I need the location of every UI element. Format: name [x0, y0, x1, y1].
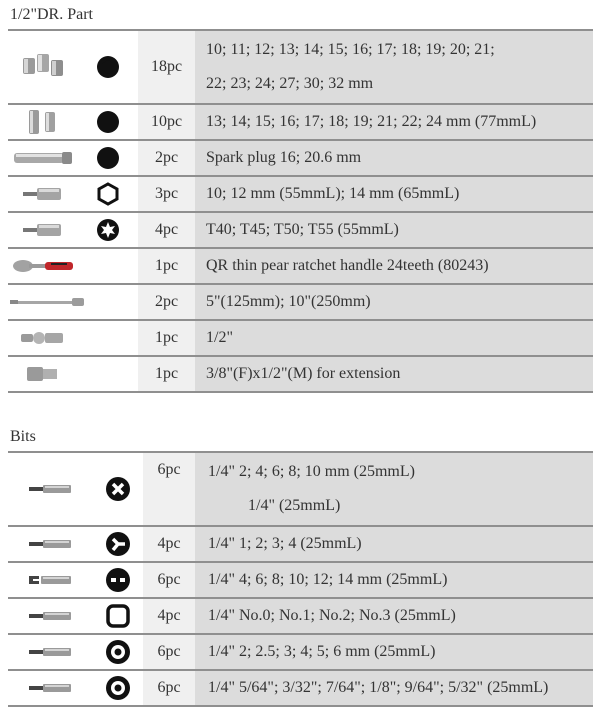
table-row	[8, 526, 593, 562]
qty-cell: 18pc	[138, 30, 195, 104]
hexagon-outline-icon	[78, 176, 138, 212]
table-row	[8, 212, 593, 248]
tri-wing-icon	[93, 526, 143, 562]
description-cell: Spark plug 16; 20.6 mm	[195, 140, 593, 176]
universal-joint-icon	[8, 320, 78, 356]
bit-icon	[8, 598, 93, 634]
hex-bit-socket-icon	[8, 176, 78, 212]
empty-symbol	[78, 248, 138, 284]
table-row	[8, 284, 593, 320]
hex-socket-icon	[78, 104, 138, 140]
qty-cell: 6pc	[143, 634, 195, 670]
spanner-bit-icon	[8, 562, 93, 598]
description-cell: QR thin pear ratchet handle 24teeth (80243)	[195, 248, 593, 284]
hex-socket-icon	[78, 140, 138, 176]
description-cell: 1/4" 2; 2.5; 3; 4; 5; 6 mm (25mmL)	[195, 634, 593, 670]
triwing-x-icon	[93, 452, 143, 526]
table-row	[8, 670, 593, 706]
empty-symbol	[78, 356, 138, 392]
description-line: 10; 11; 12; 13; 14; 15; 16; 17; 18; 19; 20; 21;	[206, 41, 495, 58]
short-sockets-icon	[8, 30, 78, 104]
qty-cell: 1pc	[138, 248, 195, 284]
description-cell: 3/8"(F)x1/2"(M) for extension	[195, 356, 593, 392]
drive-section-title: 1/2"DR. Part	[10, 6, 93, 23]
table-row	[8, 104, 593, 140]
description-cell: 10; 12 mm (55mmL); 14 mm (65mmL)	[195, 176, 593, 212]
qty-cell: 2pc	[138, 140, 195, 176]
description-cell: 1/4" 4; 6; 8; 10; 12; 14 mm (25mmL)	[195, 562, 593, 598]
description-cell: 1/4" 1; 2; 3; 4 (25mmL)	[195, 526, 593, 562]
description-cell: 13; 14; 15; 16; 17; 18; 19; 21; 22; 24 mm (77mmL)	[195, 104, 593, 140]
bit-icon	[8, 634, 93, 670]
description-line: 1/4" 2; 4; 6; 8; 10 mm (25mmL)	[208, 463, 415, 480]
qty-cell: 1pc	[138, 320, 195, 356]
qty-cell: 2pc	[138, 284, 195, 320]
qty-cell: 10pc	[138, 104, 195, 140]
qty-cell: 6pc	[143, 562, 195, 598]
qty-cell: 4pc	[138, 212, 195, 248]
description-cell: 1/4" 5/64"; 3/32"; 7/64"; 1/8"; 9/64"; 5/32" (25mmL)	[195, 670, 593, 706]
drive-parts-table	[8, 29, 593, 393]
bit-icon	[8, 452, 93, 526]
table-row	[8, 320, 593, 356]
bit-icon	[8, 526, 93, 562]
table-row	[8, 634, 593, 670]
empty-symbol	[78, 320, 138, 356]
table-row	[8, 176, 593, 212]
adapter-icon	[8, 356, 78, 392]
description-cell: T40; T45; T50; T55 (55mmL)	[195, 212, 593, 248]
torx-star-icon	[78, 212, 138, 248]
description-line: 22; 23; 24; 27; 30; 32 mm	[206, 75, 374, 92]
spanner-head-icon	[93, 562, 143, 598]
table-row	[8, 140, 593, 176]
hex-socket-icon	[78, 30, 138, 104]
qty-cell: 6pc	[143, 452, 195, 526]
qty-cell: 3pc	[138, 176, 195, 212]
table-row	[8, 248, 593, 284]
deep-sockets-icon	[8, 104, 78, 140]
table-row	[8, 598, 593, 634]
description-cell	[195, 452, 593, 526]
table-row	[8, 356, 593, 392]
hex-ring-icon	[93, 634, 143, 670]
description-cell	[195, 30, 593, 104]
hex-ring-icon	[93, 670, 143, 706]
spark-plug-socket-icon	[8, 140, 78, 176]
bit-icon	[8, 670, 93, 706]
qty-cell: 4pc	[143, 598, 195, 634]
description-cell: 5"(125mm); 10"(250mm)	[195, 284, 593, 320]
description-cell: 1/2"	[195, 320, 593, 356]
description-line: 1/4" (25mmL)	[248, 497, 341, 514]
torx-bit-socket-icon	[8, 212, 78, 248]
bits-table	[8, 451, 593, 707]
ratchet-handle-icon	[8, 248, 78, 284]
extension-bar-icon	[8, 284, 78, 320]
table-row	[8, 30, 593, 104]
qty-cell: 4pc	[143, 526, 195, 562]
description-cell: 1/4" No.0; No.1; No.2; No.3 (25mmL)	[195, 598, 593, 634]
qty-cell: 1pc	[138, 356, 195, 392]
square-drive-icon	[93, 598, 143, 634]
bits-section-title: Bits	[10, 428, 36, 445]
qty-cell: 6pc	[143, 670, 195, 706]
table-row	[8, 562, 593, 598]
table-row	[8, 452, 593, 526]
